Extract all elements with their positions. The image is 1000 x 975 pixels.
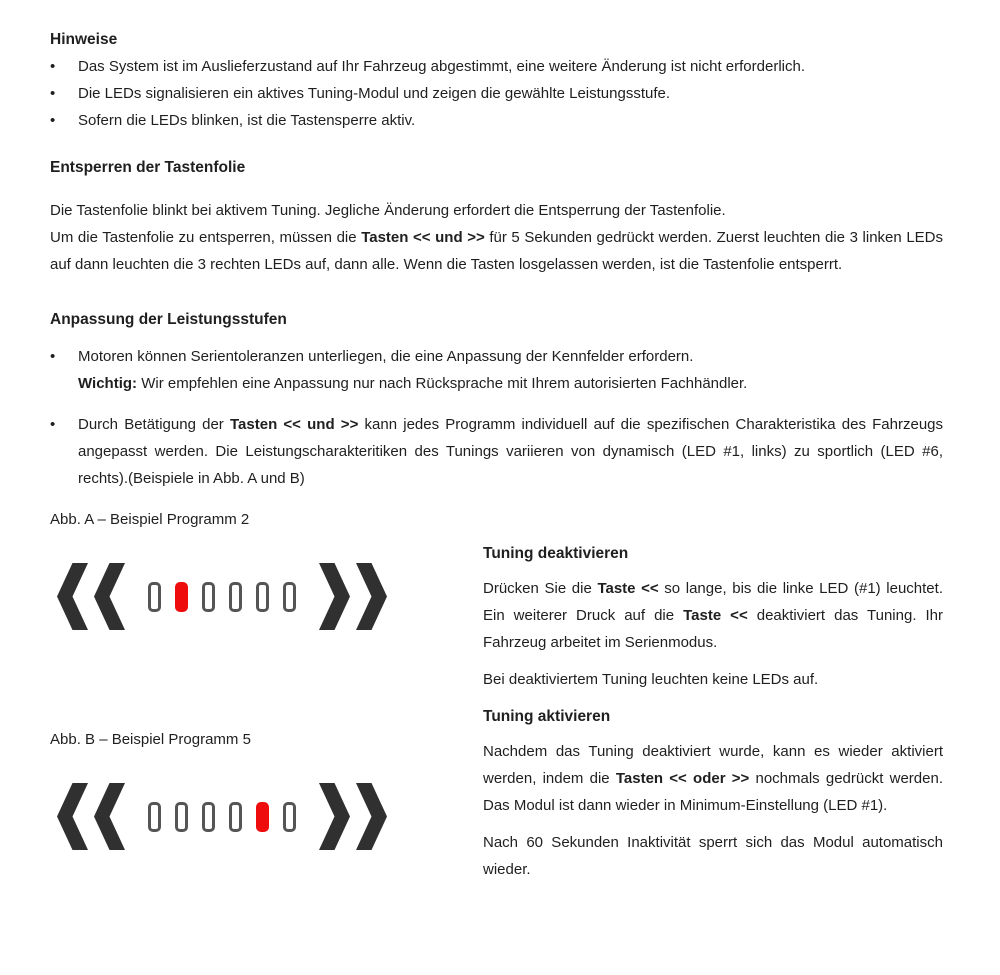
chevron-left-icon bbox=[57, 563, 88, 630]
bullet-marker-icon: • bbox=[50, 112, 56, 129]
bold-text-run: Tasten << und >> bbox=[361, 229, 485, 246]
bold-text-run: Taste << bbox=[597, 580, 659, 597]
figure-b-caption: Abb. B – Beispiel Programm 5 bbox=[50, 731, 251, 748]
text-run: Die Tastenfolie blinkt bei aktivem Tuning. Jegliche Änderung erfordert die Entsperrung der Tastenfolie. bbox=[50, 202, 726, 219]
bullet-item bbox=[50, 411, 943, 492]
led-indicator-off bbox=[256, 582, 269, 612]
section-title-tuning-aktivieren: Tuning aktivieren bbox=[483, 708, 611, 725]
led-display-figure-a bbox=[57, 563, 483, 630]
led-indicator-off bbox=[202, 802, 215, 832]
chevron-right-icon bbox=[319, 783, 350, 850]
led-indicator-off bbox=[283, 582, 296, 612]
instructions-column bbox=[483, 540, 943, 883]
chevron-right-icon bbox=[356, 563, 387, 630]
buttons-left-group bbox=[57, 563, 125, 630]
led-indicator-off bbox=[283, 802, 296, 832]
deaktivieren-paragraph-1 bbox=[483, 575, 943, 656]
text-run: nochmals gedrückt werden. Das Modul ist dann wieder in Minimum-Einstellung (LED #1). bbox=[483, 770, 943, 814]
buttons-right-group bbox=[319, 783, 387, 850]
section-title-hinweise: Hinweise bbox=[50, 31, 118, 48]
text-run: deaktiviert das Tuning. Ihr Fahrzeug arbeitet im Serienmodus. bbox=[483, 607, 944, 651]
bold-text-run: Taste << bbox=[683, 607, 748, 624]
bullet-marker-icon: • bbox=[50, 58, 56, 75]
led-display-figure-b bbox=[57, 783, 483, 850]
bullet-text bbox=[78, 107, 943, 134]
text-run: für 5 Sekunden gedrückt werden. Zuerst leuchten die 3 linken LEDs auf dann leuchten die 3 rechten LEDs auf, dann alle. Wenn die Tasten losgelassen werden, ist die Tastenfolie entsperrt. bbox=[50, 229, 943, 273]
chevron-right-icon bbox=[319, 563, 350, 630]
led-indicator-on bbox=[256, 802, 269, 832]
bullet-item bbox=[50, 343, 943, 397]
deaktivieren-paragraph-2 bbox=[483, 666, 943, 693]
chevron-left-icon bbox=[57, 783, 88, 850]
entsperren-paragraph-1 bbox=[50, 197, 943, 224]
text-run: Motoren können Serientoleranzen unterliegen, die eine Anpassung der Kennfelder erfordern. bbox=[78, 348, 694, 365]
text-run: Die LEDs signalisieren ein aktives Tuning-Modul und zeigen die gewählte Leistungsstufe. bbox=[78, 85, 671, 102]
text-run: Durch Betätigung der bbox=[78, 416, 230, 433]
bold-text-run: Tasten << und >> bbox=[230, 416, 359, 433]
anpassung-bullet-list bbox=[50, 343, 943, 492]
bullet-marker-icon: • bbox=[50, 416, 56, 433]
led-indicator-off bbox=[229, 802, 242, 832]
figures-column bbox=[50, 506, 483, 850]
text-run: so lange, bis die linke LED (#1) leuchtet. Ein weiterer Druck auf die bbox=[483, 580, 943, 624]
entsperren-paragraph-2 bbox=[50, 224, 943, 278]
bullet-item bbox=[50, 107, 943, 134]
section-title-anpassung: Anpassung der Leistungsstufen bbox=[50, 311, 287, 328]
hinweise-bullet-list bbox=[50, 53, 943, 134]
text-run: Bei deaktiviertem Tuning leuchten keine LEDs auf. bbox=[483, 671, 819, 688]
text-run: Nach 60 Sekunden Inaktivität sperrt sich das Modul automatisch wieder. bbox=[483, 834, 943, 878]
bold-text-run: Tasten << oder >> bbox=[615, 770, 750, 787]
led-indicator-off bbox=[202, 582, 215, 612]
aktivieren-paragraph-1 bbox=[483, 738, 943, 819]
text-run: Nachdem das Tuning deaktiviert wurde, kann es wieder aktiviert werden, indem die bbox=[483, 743, 943, 787]
chevron-left-icon bbox=[94, 783, 125, 850]
bullet-text bbox=[78, 343, 943, 397]
text-run: kann jedes Programm individuell auf die spezifischen Charakteristika des Fahrzeugs angepasst werden. Die Leistungscharakteritiken des Tunings variieren von dynamisch (LED #1, links) zu sportlich (LED #6, rechts).(Beispiele in Abb. A und B) bbox=[78, 416, 944, 487]
bold-text-run: Wichtig: bbox=[78, 375, 138, 392]
led-indicator-off bbox=[148, 802, 161, 832]
buttons-left-group bbox=[57, 783, 125, 850]
aktivieren-paragraph-2 bbox=[483, 829, 943, 883]
buttons-right-group bbox=[319, 563, 387, 630]
section-title-entsperren: Entsperren der Tastenfolie bbox=[50, 159, 246, 176]
led-indicator-off bbox=[148, 582, 161, 612]
section-title-tuning-deaktivieren: Tuning deaktivieren bbox=[483, 545, 629, 562]
chevron-right-icon bbox=[356, 783, 387, 850]
bullet-item bbox=[50, 80, 943, 107]
text-run: Um die Tastenfolie zu entsperren, müssen die bbox=[50, 229, 362, 246]
led-row bbox=[148, 802, 296, 832]
bullet-text bbox=[78, 53, 943, 80]
text-run: Das System ist im Auslieferzustand auf Ihr Fahrzeug abgestimmt, eine weitere Änderung ist nicht erforderlich. bbox=[78, 58, 805, 75]
figure-a-caption: Abb. A – Beispiel Programm 2 bbox=[50, 511, 250, 528]
text-run: Wir empfehlen eine Anpassung nur nach Rücksprache mit Ihrem autorisierten Fachhändler. bbox=[137, 375, 748, 392]
led-row bbox=[148, 582, 296, 612]
chevron-left-icon bbox=[94, 563, 125, 630]
bullet-text bbox=[78, 80, 943, 107]
bullet-text bbox=[78, 411, 943, 492]
led-indicator-on bbox=[175, 582, 188, 612]
led-indicator-off bbox=[175, 802, 188, 832]
led-indicator-off bbox=[229, 582, 242, 612]
bullet-marker-icon: • bbox=[50, 85, 56, 102]
bullet-marker-icon: • bbox=[50, 348, 56, 365]
text-run: Sofern die LEDs blinken, ist die Tastensperre aktiv. bbox=[78, 112, 416, 129]
figures-and-instructions-area bbox=[50, 498, 943, 918]
text-run: Drücken Sie die bbox=[483, 580, 598, 597]
bullet-item bbox=[50, 53, 943, 80]
